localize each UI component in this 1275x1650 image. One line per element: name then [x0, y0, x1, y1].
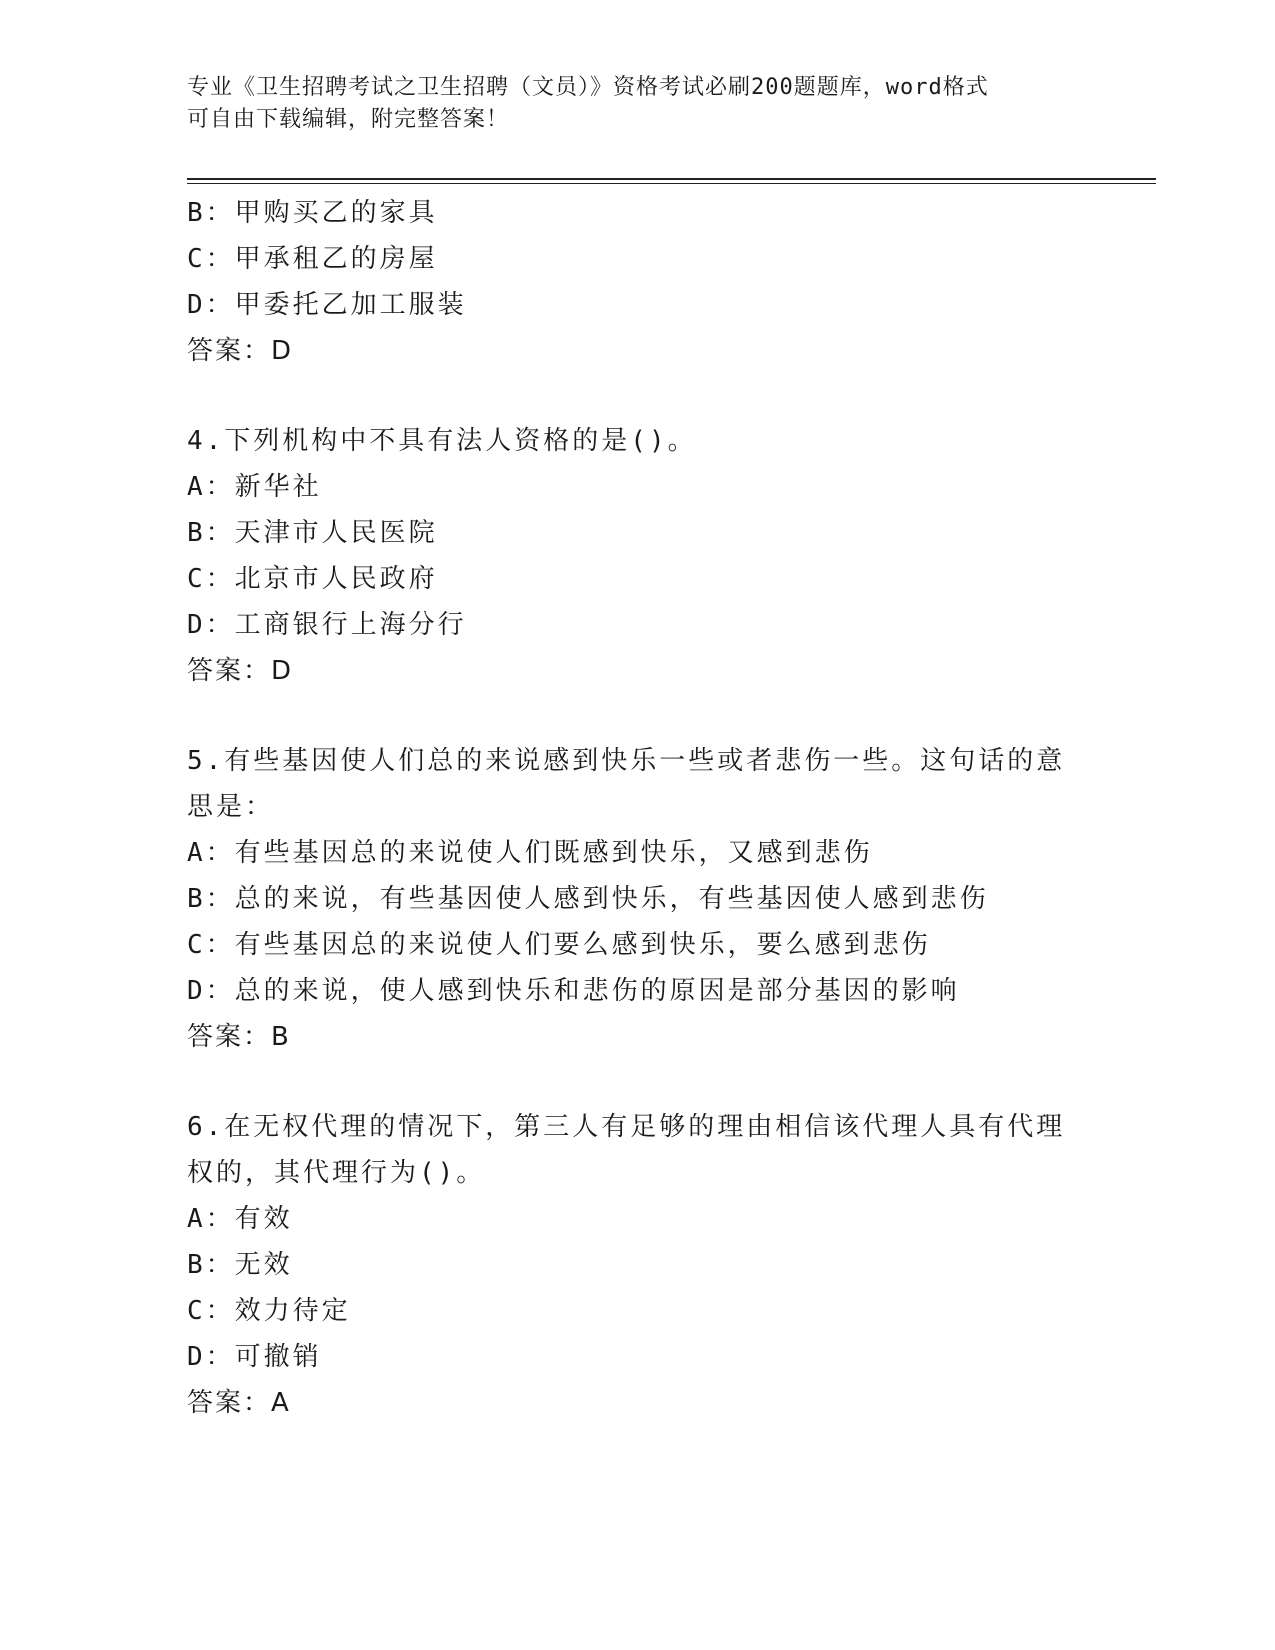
question-3-tail — [187, 190, 1087, 374]
q5-option-a: A：有些基因总的来说使人们既感到快乐，又感到悲伤 — [187, 838, 873, 868]
q6-option-a: A：有效 — [187, 1204, 293, 1234]
q4-option-c: C：北京市人民政府 — [187, 564, 438, 594]
q6-answer: 答案：A — [187, 1388, 291, 1418]
q6-option-b: B：无效 — [187, 1250, 293, 1280]
question-4 — [187, 418, 1087, 694]
q6-option-c: C：效力待定 — [187, 1296, 351, 1326]
q3-answer: 答案：D — [187, 336, 294, 366]
header-line-2: 可自由下载编辑，附完整答案！ — [187, 107, 510, 132]
q5-option-b: B：总的来说，有些基因使人感到快乐，有些基因使人感到悲伤 — [187, 884, 989, 914]
q4-answer: 答案：D — [187, 656, 294, 686]
q3-option-b: B：甲购买乙的家具 — [187, 198, 438, 228]
q3-option-d: D：甲委托乙加工服装 — [187, 290, 467, 320]
q5-answer: 答案：B — [187, 1022, 291, 1052]
q5-option-d: D：总的来说，使人感到快乐和悲伤的原因是部分基因的影响 — [187, 976, 960, 1006]
question-list — [187, 190, 1087, 1426]
q4-option-b: B：天津市人民医院 — [187, 518, 438, 548]
question-6 — [187, 1104, 1087, 1426]
header-line-1: 专业《卫生招聘考试之卫生招聘（文员）》资格考试必刷200题题库，word格式 — [187, 75, 989, 100]
header-rule-thick — [187, 178, 1156, 180]
header-rule-thin — [187, 183, 1156, 184]
question-5 — [187, 738, 1087, 1060]
q6-option-d: D：可撤销 — [187, 1342, 322, 1372]
q5-stem-line-1: 5.有些基因使人们总的来说感到快乐一些或者悲伤一些。这句话的意 — [187, 746, 1066, 776]
q4-option-d: D：工商银行上海分行 — [187, 610, 467, 640]
q6-stem-line-1: 6.在无权代理的情况下，第三人有足够的理由相信该代理人具有代理 — [187, 1112, 1066, 1142]
q5-option-c: C：有些基因总的来说使人们要么感到快乐，要么感到悲伤 — [187, 930, 931, 960]
document-header — [187, 72, 1067, 136]
q4-stem: 4.下列机构中不具有法人资格的是()。 — [187, 426, 697, 456]
q5-stem-line-2: 思是： — [187, 792, 275, 822]
q6-stem-line-2: 权的，其代理行为()。 — [187, 1158, 486, 1188]
q4-option-a: A：新华社 — [187, 472, 322, 502]
q3-option-c: C：甲承租乙的房屋 — [187, 244, 438, 274]
